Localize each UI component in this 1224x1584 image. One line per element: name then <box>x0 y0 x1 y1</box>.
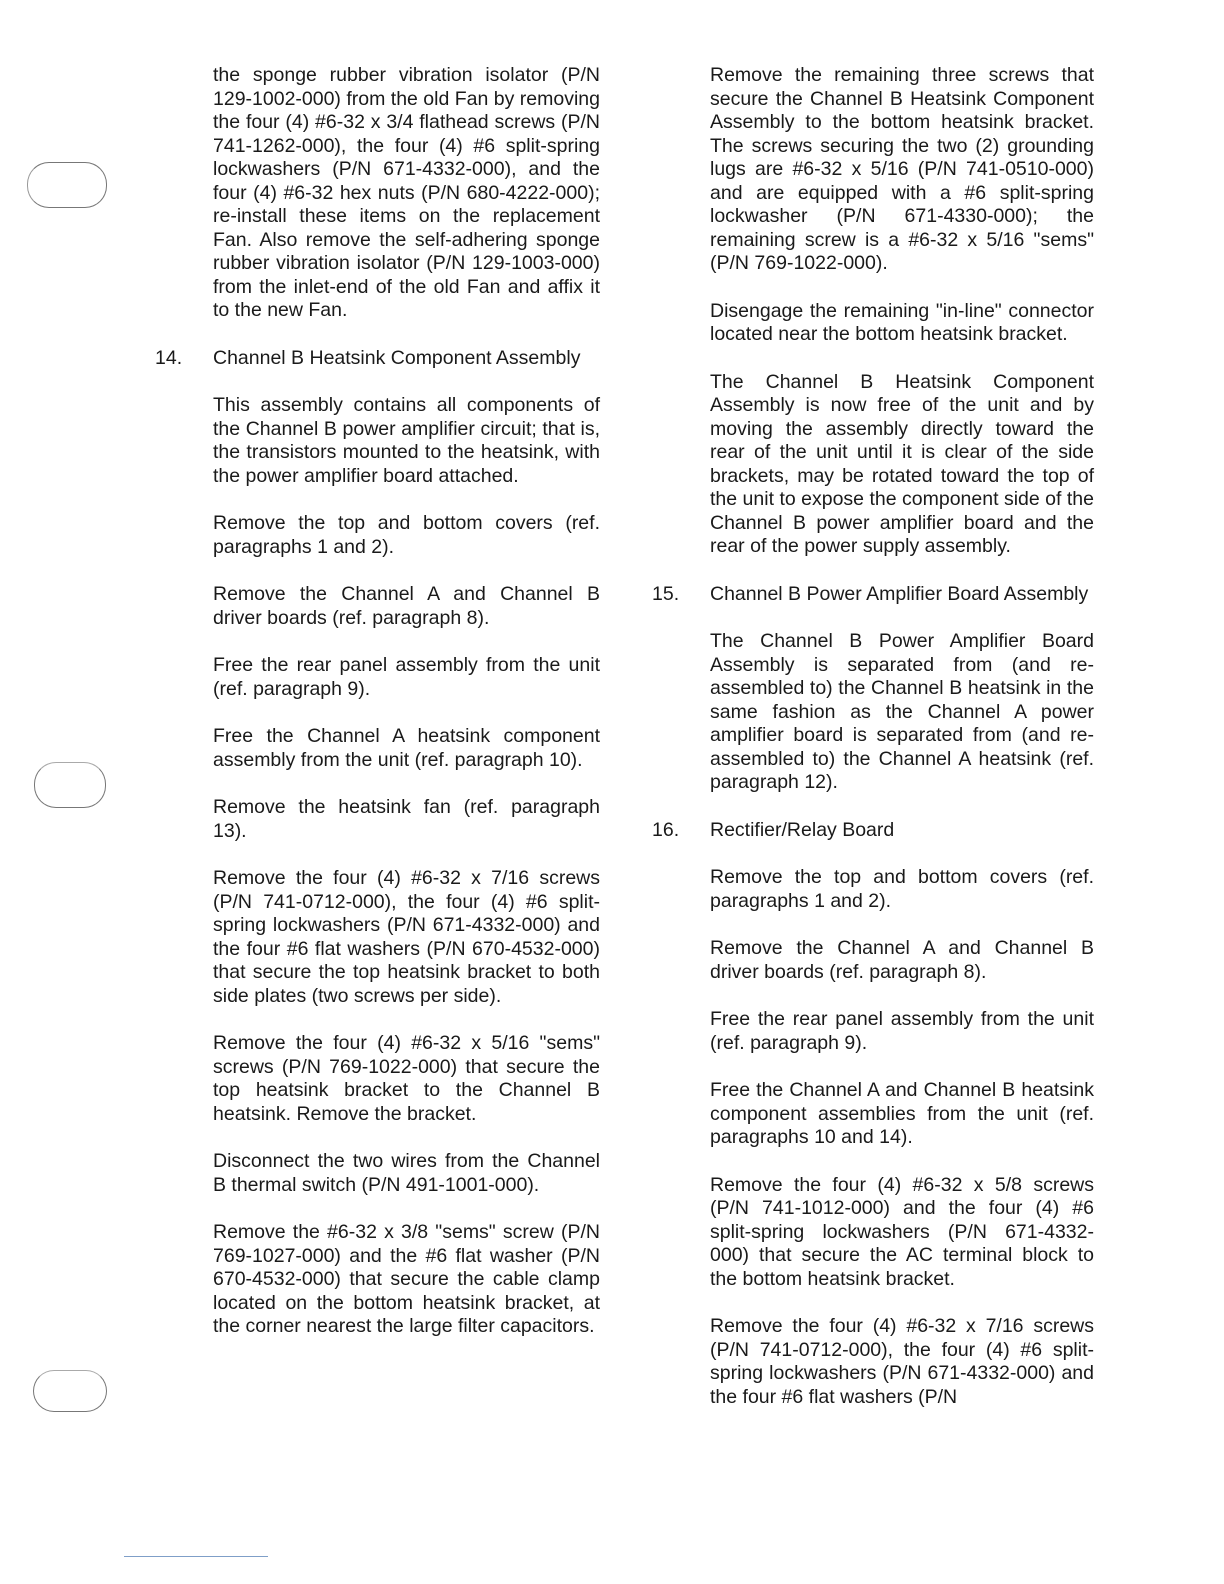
section-14-para-10: Remove the #6-32 x 3/8 "sems" screw (P/N 769-1027-000) and the #6 flat washer (P/N 670-4532-000) that secure the cable clamp located on the bottom heatsink bracket, at the corner nearest the large filter capacitors. <box>213 1221 600 1337</box>
footer-rule <box>124 1556 268 1557</box>
section-15 <box>652 583 1094 795</box>
section-14-para-1: This assembly contains all components of the Channel B power amplifier circuit; that is, the transistors mounted to the heatsink, with the power amplifier board attached. <box>213 394 600 487</box>
section-15-para-1: The Channel B Power Amplifier Board Assembly is separated from (and re-assembled to) the Channel B heatsink in the same fashion as the Channel A power amplifier board is separated from (and re-assembled to) the Channel A heatsink (ref. paragraph 12). <box>710 630 1094 793</box>
section-14-para-6: Remove the heatsink fan (ref. paragraph 13). <box>213 796 600 842</box>
section-14-para-7: Remove the four (4) #6-32 x 7/16 screws (P/N 741-0712-000), the four (4) #6 split-spring lockwashers (P/N 671-4332-000) and the four #6 flat washers (P/N 670-4532-000) that secure the top heatsink bracket to both side plates (two screws per side). <box>213 867 600 1007</box>
section-14-para-3: Remove the Channel A and Channel B driver boards (ref. paragraph 8). <box>213 583 600 629</box>
section-14-para-4: Free the rear panel assembly from the unit (ref. paragraph 9). <box>213 654 600 700</box>
section-16-para-4: Free the Channel A and Channel B heatsink component assemblies from the unit (ref. paragraphs 10 and 14). <box>710 1079 1094 1148</box>
section-16-para-5: Remove the four (4) #6-32 x 5/8 screws (P/N 741-1012-000) and the four (4) #6 split-spring lockwashers (P/N 671-4332-000) that secure the AC terminal block to the bottom heatsink bracket. <box>710 1173 1094 1290</box>
section-14-title: Channel B Heatsink Component Assembly <box>213 346 581 369</box>
right-column <box>652 64 1094 1433</box>
left-column <box>155 64 600 1363</box>
binder-hole-bottom <box>33 1370 107 1412</box>
section-14-cont-para-3: The Channel B Heatsink Component Assembly is now free of the unit and by moving the assembly directly toward the rear of the unit until it is clear of the side brackets, may be rotated toward the top of the unit to expose the component side of the Channel B power amplifier board and the rear of the power supply assembly. <box>710 370 1094 557</box>
section-14-para-8: Remove the four (4) #6-32 x 5/16 "sems" screws (P/N 769-1022-000) that secure the top heatsink bracket to the Channel B heatsink. Remove the bracket. <box>213 1032 600 1125</box>
section-16-para-1: Remove the top and bottom covers (ref. paragraphs 1 and 2). <box>710 866 1094 912</box>
section-15-title: Channel B Power Amplifier Board Assembly <box>710 582 1089 605</box>
section-16-title: Rectifier/Relay Board <box>710 818 895 841</box>
section-16-para-2: Remove the Channel A and Channel B driver boards (ref. paragraph 8). <box>710 937 1094 983</box>
intro-paragraph: the sponge rubber vibration isolator (P/N 129-1002-000) from the old Fan by removing the four (4) #6-32 x 3/4 flathead screws (P/N 741-1262-000), the four (4) #6 split-spring lockwashers (P/N 671-4332-000), and the four (4) #6-32 hex nuts (P/N 680-4222-000); re-install these items on the replacement Fan. Also remove the self-adhering sponge rubber vibration isolator (P/N 129-1003-000) from the inlet-end of the old Fan and affix it to the new Fan. <box>213 64 600 321</box>
binder-hole-middle <box>34 762 106 808</box>
section-14-number: 14. <box>155 346 183 369</box>
section-14 <box>155 347 600 1339</box>
section-16-number: 16. <box>652 818 680 841</box>
section-14-para-9: Disconnect the two wires from the Channel B thermal switch (P/N 491-1001-000). <box>213 1150 600 1196</box>
section-16-para-3: Free the rear panel assembly from the unit (ref. paragraph 9). <box>710 1008 1094 1054</box>
binder-hole-top <box>27 162 107 208</box>
section-14-para-5: Free the Channel A heatsink component assembly from the unit (ref. paragraph 10). <box>213 725 600 771</box>
section-14-cont-para-1: Remove the remaining three screws that secure the Channel B Heatsink Component Assembly to the bottom heatsink bracket. The screws securing the two (2) grounding lugs are #6-32 x 5/16 (P/N 741-0510-000) and are equipped with a #6 split-spring lockwasher (P/N 671-4330-000); the remaining screw is a #6-32 x 5/16 "sems" (P/N 769-1022-000). <box>710 64 1094 274</box>
section-14-cont-para-2: Disengage the remaining "in-line" connector located near the bottom heatsink bracket. <box>710 299 1094 345</box>
section-16-para-6: Remove the four (4) #6-32 x 7/16 screws (P/N 741-0712-000), the four (4) #6 split-spring lockwashers (P/N 671-4332-000) and the four #6 flat washers (P/N <box>710 1315 1094 1408</box>
section-15-number: 15. <box>652 582 680 605</box>
section-16 <box>652 819 1094 1410</box>
section-14-para-2: Remove the top and bottom covers (ref. paragraphs 1 and 2). <box>213 512 600 558</box>
